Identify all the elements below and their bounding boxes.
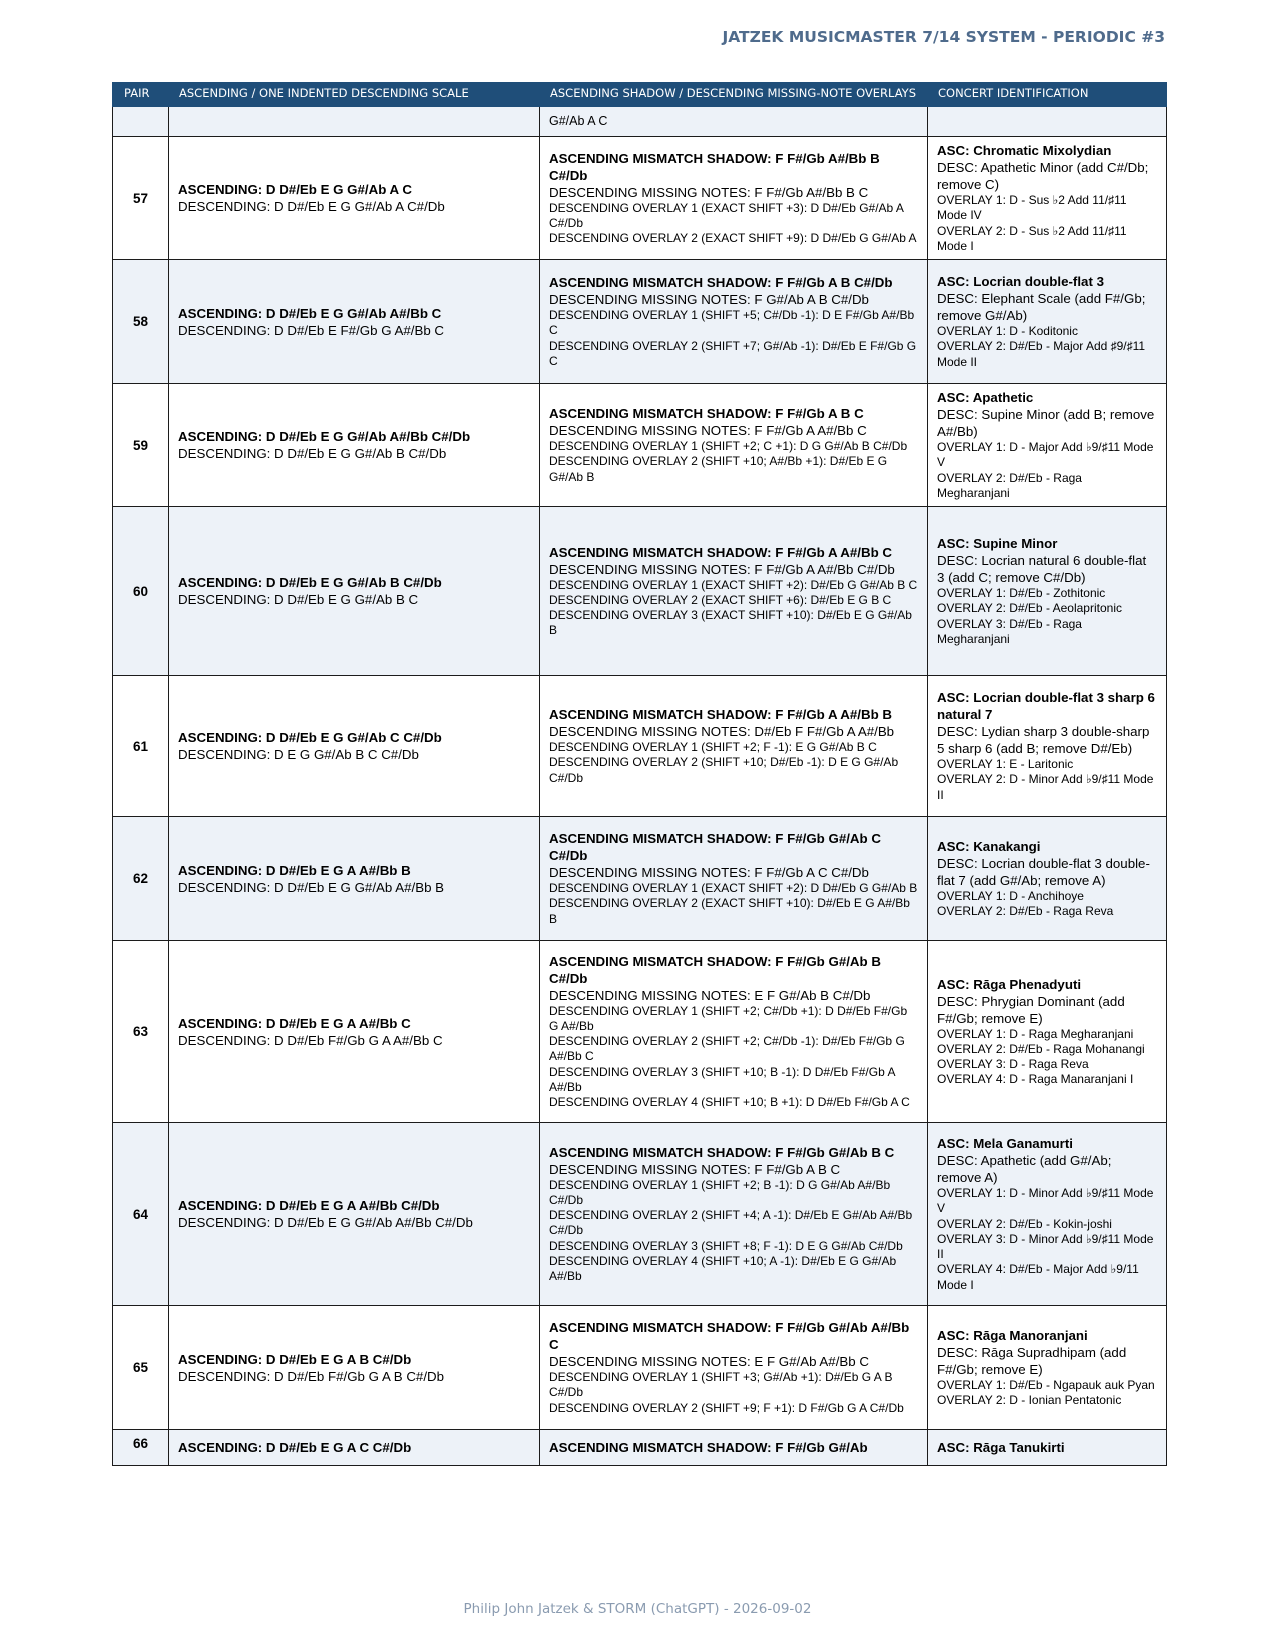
concert-identification-cell xyxy=(928,1430,1167,1466)
overlay-identification: OVERLAY 1: D - Major Add ♭9/♯11 Mode V xyxy=(937,440,1154,470)
descending-overlay: DESCENDING OVERLAY 2 (SHIFT +10; A#/Bb +1): D#/Eb E G G#/Ab B xyxy=(549,454,888,484)
descending-overlay: DESCENDING OVERLAY 3 (EXACT SHIFT +10): D#/Eb E G G#/Ab B xyxy=(549,608,912,638)
missing-notes: DESCENDING MISSING NOTES: F G#/Ab A B C#/Db xyxy=(549,292,869,308)
descending-overlay: DESCENDING OVERLAY 1 (SHIFT +2; B -1): D G G#/Ab A#/Bb C#/Db xyxy=(549,1177,891,1207)
shadow-overlay-cell xyxy=(540,137,928,260)
overlay-identification: OVERLAY 1: D - Koditonic xyxy=(937,324,1078,339)
pair-number-cell: 60 xyxy=(113,507,169,676)
scale-cell xyxy=(169,1123,540,1306)
descending-scale: DESCENDING: D E G G#/Ab B C C#/Db xyxy=(178,747,419,762)
scale-cell xyxy=(169,137,540,260)
scale-cell xyxy=(169,507,540,676)
scale-cell xyxy=(169,941,540,1123)
ascending-identification: ASC: Locrian double-flat 3 xyxy=(937,274,1104,290)
mismatch-shadow: ASCENDING MISMATCH SHADOW: F F#/Gb A B C xyxy=(549,406,864,422)
descending-overlay: DESCENDING OVERLAY 1 (SHIFT +2; F -1): E G G#/Ab B C xyxy=(549,740,877,755)
overlay-identification: OVERLAY 1: E - Laritonic xyxy=(937,757,1074,772)
descending-overlay: DESCENDING OVERLAY 2 (SHIFT +4; A -1): D#/Eb E G#/Ab A#/Bb C#/Db xyxy=(549,1208,913,1238)
missing-notes: DESCENDING MISSING NOTES: E F G#/Ab B C#/Db xyxy=(549,987,871,1003)
overlay-identification: OVERLAY 2: D#/Eb - Major Add ♯9/♯11 Mode II xyxy=(937,339,1146,369)
ascending-scale: ASCENDING: D D#/Eb E G A C C#/Db xyxy=(178,1440,412,1455)
pair-number-cell: 57 xyxy=(113,137,169,260)
overlay-identification: OVERLAY 1: D - Minor Add ♭9/♯11 Mode V xyxy=(937,1186,1154,1216)
table-body xyxy=(113,107,1167,1466)
column-header-shadow: ASCENDING SHADOW / DESCENDING MISSING-NOTE OVERLAYS xyxy=(540,83,928,107)
ascending-identification: ASC: Rāga Tanukirti xyxy=(937,1440,1065,1455)
descending-identification: DESC: Apathetic Minor (add C#/Db; remove C) xyxy=(937,160,1149,193)
missing-notes: DESCENDING MISSING NOTES: F F#/Gb A B C xyxy=(549,1161,841,1177)
descending-overlay: DESCENDING OVERLAY 1 (EXACT SHIFT +3): D D#/Eb G#/Ab A C#/Db xyxy=(549,200,904,230)
missing-notes: DESCENDING MISSING NOTES: E F G#/Ab A#/Bb C xyxy=(549,1354,869,1370)
descending-overlay: DESCENDING OVERLAY 1 (EXACT SHIFT +2): D#/Eb G G#/Ab B C xyxy=(549,577,918,592)
overlay-identification: OVERLAY 1: D - Anchihoye xyxy=(937,888,1084,903)
pair-number-cell: 64 xyxy=(113,1123,169,1306)
overlay-identification: OVERLAY 2: D - Sus ♭2 Add 11/♯11 Mode I xyxy=(937,223,1127,253)
shadow-overlay-cell xyxy=(540,1306,928,1430)
overlay-identification: OVERLAY 2: D#/Eb - Kokin-joshi xyxy=(937,1216,1112,1231)
carryover-scale-cell xyxy=(169,107,540,137)
mismatch-shadow: ASCENDING MISMATCH SHADOW: F F#/Gb A A#/Bb C xyxy=(549,544,893,560)
shadow-overlay-cell xyxy=(540,941,928,1123)
overlay-identification: OVERLAY 3: D - Minor Add ♭9/♯11 Mode II xyxy=(937,1231,1154,1262)
ascending-scale: ASCENDING: D D#/Eb E G G#/Ab C C#/Db xyxy=(178,730,442,745)
concert-identification-cell xyxy=(928,817,1167,941)
overlay-identification: OVERLAY 2: D - Minor Add ♭9/♯11 Mode II xyxy=(937,772,1154,802)
missing-notes: DESCENDING MISSING NOTES: D#/Eb F F#/Gb A A#/Bb xyxy=(549,724,895,740)
descending-overlay: DESCENDING OVERLAY 2 (EXACT SHIFT +6): D#/Eb E G B C xyxy=(549,592,892,607)
descending-overlay: DESCENDING OVERLAY 1 (EXACT SHIFT +2): D D#/Eb G G#/Ab B xyxy=(549,881,918,896)
table-row xyxy=(113,384,1167,507)
concert-identification-cell xyxy=(928,507,1167,676)
ascending-scale: ASCENDING: D D#/Eb E G A B C#/Db xyxy=(178,1351,412,1367)
mismatch-shadow: ASCENDING MISMATCH SHADOW: F F#/Gb A B C#/Db xyxy=(549,275,893,291)
mismatch-shadow: ASCENDING MISMATCH SHADOW: F F#/Gb G#/Ab B C xyxy=(549,1144,895,1160)
ascending-identification: ASC: Rāga Phenadyuti xyxy=(937,976,1082,992)
page-header-title: JATZEK MUSICMASTER 7/14 SYSTEM - PERIODIC #3 xyxy=(722,28,1165,46)
ascending-scale: ASCENDING: D D#/Eb E G A A#/Bb C xyxy=(178,1015,411,1031)
shadow-overlay-cell xyxy=(540,1123,928,1306)
shadow-overlay-cell xyxy=(540,676,928,817)
scale-cell xyxy=(169,676,540,817)
carryover-row xyxy=(113,107,1167,137)
ascending-identification: ASC: Rāga Manoranjani xyxy=(937,1327,1088,1343)
mismatch-shadow: ASCENDING MISMATCH SHADOW: F F#/Gb A A#/Bb B xyxy=(549,707,893,723)
concert-identification-cell xyxy=(928,1306,1167,1430)
scale-pairs-table xyxy=(112,82,1167,1466)
table-row xyxy=(113,676,1167,817)
descending-overlay: DESCENDING OVERLAY 2 (SHIFT +2; C#/Db -1): D#/Eb F#/Gb G A#/Bb C xyxy=(549,1034,905,1064)
ascending-scale: ASCENDING: D D#/Eb E G G#/Ab B C#/Db xyxy=(178,575,442,590)
overlay-identification: OVERLAY 1: D#/Eb - Ngapauk auk Pyan xyxy=(937,1377,1155,1392)
mismatch-shadow: ASCENDING MISMATCH SHADOW: F F#/Gb G#/Ab B C#/Db xyxy=(549,953,881,986)
descending-scale: DESCENDING: D D#/Eb E G G#/Ab A#/Bb B xyxy=(178,879,445,895)
overlay-identification: OVERLAY 2: D#/Eb - Aeolapritonic xyxy=(937,601,1122,616)
descending-overlay: DESCENDING OVERLAY 2 (SHIFT +7; G#/Ab -1): D#/Eb E F#/Gb G C xyxy=(549,338,917,368)
scale-cell xyxy=(169,260,540,384)
table-row xyxy=(113,1430,1167,1466)
descending-identification: DESC: Locrian natural 6 double-flat 3 (add C; remove C#/Db) xyxy=(937,553,1147,586)
table-row xyxy=(113,260,1167,384)
descending-overlay: DESCENDING OVERLAY 2 (SHIFT +10; D#/Eb -1): D E G G#/Ab C#/Db xyxy=(549,755,899,785)
shadow-overlay-cell xyxy=(540,507,928,676)
pair-number-cell: 61 xyxy=(113,676,169,817)
concert-identification-cell xyxy=(928,137,1167,260)
pair-number-cell: 59 xyxy=(113,384,169,507)
table-row xyxy=(113,1306,1167,1430)
overlay-identification: OVERLAY 1: D - Sus ♭2 Add 11/♯11 Mode IV xyxy=(937,193,1127,223)
overlay-identification: OVERLAY 2: D#/Eb - Raga Megharanjani xyxy=(937,470,1082,500)
descending-identification: DESC: Elephant Scale (add F#/Gb; remove G#/Ab) xyxy=(937,291,1146,324)
descending-overlay: DESCENDING OVERLAY 2 (EXACT SHIFT +9): D D#/Eb G G#/Ab A xyxy=(549,231,917,246)
carryover-concert-cell xyxy=(928,107,1167,137)
shadow-overlay-cell xyxy=(540,817,928,941)
pair-number-cell: 58 xyxy=(113,260,169,384)
descending-overlay: DESCENDING OVERLAY 4 (SHIFT +10; A -1): D#/Eb E G G#/Ab A#/Bb xyxy=(549,1253,897,1283)
descending-scale: DESCENDING: D D#/Eb F#/Gb G A A#/Bb C xyxy=(178,1032,443,1048)
table-row xyxy=(113,941,1167,1123)
ascending-identification: ASC: Apathetic xyxy=(937,390,1034,406)
scale-cell xyxy=(169,1430,540,1466)
ascending-identification: ASC: Kanakangi xyxy=(937,838,1041,854)
concert-identification-cell xyxy=(928,941,1167,1123)
shadow-overlay-cell xyxy=(540,1430,928,1466)
descending-scale: DESCENDING: D D#/Eb E G G#/Ab A C#/Db xyxy=(178,199,445,214)
missing-notes: DESCENDING MISSING NOTES: F F#/Gb A A#/Bb C#/Db xyxy=(549,561,895,577)
column-header-pair: PAIR xyxy=(113,83,169,107)
mismatch-shadow: ASCENDING MISMATCH SHADOW: F F#/Gb A#/Bb B C#/Db xyxy=(549,150,880,183)
scale-cell xyxy=(169,817,540,941)
concert-identification-cell xyxy=(928,676,1167,817)
descending-identification: DESC: Apathetic (add G#/Ab; remove A) xyxy=(937,1153,1112,1186)
descending-overlay: DESCENDING OVERLAY 1 (SHIFT +2; C +1): D G G#/Ab B C#/Db xyxy=(549,439,908,454)
overlay-identification: OVERLAY 3: D#/Eb - Raga Megharanjani xyxy=(937,616,1082,646)
ascending-scale: ASCENDING: D D#/Eb E G G#/Ab A#/Bb C#/Db xyxy=(178,429,471,444)
descending-scale: DESCENDING: D D#/Eb E G G#/Ab B C xyxy=(178,592,419,607)
missing-notes: DESCENDING MISSING NOTES: F F#/Gb A C C#/Db xyxy=(549,865,869,881)
missing-notes: DESCENDING MISSING NOTES: F F#/Gb A A#/Bb C xyxy=(549,423,867,439)
descending-overlay: DESCENDING OVERLAY 3 (SHIFT +10; B -1): D D#/Eb F#/Gb A A#/Bb xyxy=(549,1064,895,1094)
concert-identification-cell xyxy=(928,384,1167,507)
descending-identification: DESC: Phrygian Dominant (add F#/Gb; remove E) xyxy=(937,993,1125,1026)
concert-identification-cell xyxy=(928,1123,1167,1306)
ascending-scale: ASCENDING: D D#/Eb E G A A#/Bb C#/Db xyxy=(178,1198,440,1213)
ascending-identification: ASC: Mela Ganamurti xyxy=(937,1136,1073,1152)
descending-overlay: DESCENDING OVERLAY 4 (SHIFT +10; B +1): D D#/Eb F#/Gb A C xyxy=(549,1095,910,1109)
descending-identification: DESC: Supine Minor (add B; remove A#/Bb) xyxy=(937,407,1155,440)
descending-scale: DESCENDING: D D#/Eb E G G#/Ab B C#/Db xyxy=(178,446,447,461)
overlay-identification: OVERLAY 2: D#/Eb - Raga Reva xyxy=(937,904,1114,918)
shadow-overlay-cell xyxy=(540,384,928,507)
overlay-identification: OVERLAY 3: D - Raga Reva xyxy=(937,1057,1089,1071)
descending-scale: DESCENDING: D D#/Eb E F#/Gb G A#/Bb C xyxy=(178,322,445,338)
table-row xyxy=(113,507,1167,676)
descending-identification: DESC: Lydian sharp 3 double-sharp 5 sharp 6 (add B; remove D#/Eb) xyxy=(937,724,1150,757)
descending-scale: DESCENDING: D D#/Eb F#/Gb G A B C#/Db xyxy=(178,1368,445,1384)
scale-table-container xyxy=(112,82,1166,1466)
descending-overlay: DESCENDING OVERLAY 1 (SHIFT +5; C#/Db -1): D E F#/Gb A#/Bb C xyxy=(549,308,915,338)
ascending-identification: ASC: Locrian double-flat 3 sharp 6 natural 7 xyxy=(937,690,1155,723)
ascending-scale: ASCENDING: D D#/Eb E G G#/Ab A#/Bb C xyxy=(178,305,442,321)
mismatch-shadow: ASCENDING MISMATCH SHADOW: F F#/Gb G#/Ab A#/Bb C xyxy=(549,1320,910,1353)
table-row xyxy=(113,817,1167,941)
ascending-identification: ASC: Chromatic Mixolydian xyxy=(937,143,1112,159)
descending-overlay: DESCENDING OVERLAY 1 (SHIFT +2; C#/Db +1): D D#/Eb F#/Gb G A#/Bb xyxy=(549,1003,908,1033)
scale-cell xyxy=(169,384,540,507)
missing-notes: DESCENDING MISSING NOTES: F F#/Gb A#/Bb B C xyxy=(549,184,869,200)
table-row xyxy=(113,1123,1167,1306)
pair-number-cell: 66 xyxy=(113,1430,169,1466)
mismatch-shadow: ASCENDING MISMATCH SHADOW: F F#/Gb G#/Ab C C#/Db xyxy=(549,831,881,864)
carryover-shadow-cell: G#/Ab A C xyxy=(540,107,928,137)
scale-cell xyxy=(169,1306,540,1430)
table-header-row xyxy=(113,83,1167,107)
descending-identification: DESC: Rāga Supradhipam (add F#/Gb; remove E) xyxy=(937,1344,1127,1377)
table-row xyxy=(113,137,1167,260)
column-header-scale: ASCENDING / ONE INDENTED DESCENDING SCALE xyxy=(169,83,540,107)
column-header-concert-id: CONCERT IDENTIFICATION xyxy=(928,83,1167,107)
pair-number-cell: 65 xyxy=(113,1306,169,1430)
page-footer: Philip John Jatzek & STORM (ChatGPT) - 2026-09-02 xyxy=(463,1601,812,1617)
descending-overlay: DESCENDING OVERLAY 1 (SHIFT +3; G#/Ab +1): D#/Eb G A B C#/Db xyxy=(549,1370,893,1400)
pair-number-cell: 63 xyxy=(113,941,169,1123)
descending-identification: DESC: Locrian double-flat 3 double-flat 7 (add G#/Ab; remove A) xyxy=(937,855,1150,888)
overlay-identification: OVERLAY 1: D#/Eb - Zothitonic xyxy=(937,586,1106,601)
pair-number-cell: 62 xyxy=(113,817,169,941)
ascending-scale: ASCENDING: D D#/Eb E G A A#/Bb B xyxy=(178,862,411,878)
descending-overlay: DESCENDING OVERLAY 2 (SHIFT +9; F +1): D F#/Gb G A C#/Db xyxy=(549,1400,904,1415)
overlay-identification: OVERLAY 4: D - Raga Manaranjani I xyxy=(937,1072,1134,1087)
concert-identification-cell xyxy=(928,260,1167,384)
descending-overlay: DESCENDING OVERLAY 3 (SHIFT +8; F -1): D E G G#/Ab C#/Db xyxy=(549,1238,903,1253)
shadow-overlay-cell xyxy=(540,260,928,384)
ascending-scale: ASCENDING: D D#/Eb E G G#/Ab A C xyxy=(178,182,412,197)
descending-overlay: DESCENDING OVERLAY 2 (EXACT SHIFT +10): D#/Eb E G A#/Bb B xyxy=(549,896,910,926)
overlay-identification: OVERLAY 2: D - Ionian Pentatonic xyxy=(937,1393,1122,1407)
descending-scale: DESCENDING: D D#/Eb E G G#/Ab A#/Bb C#/Db xyxy=(178,1215,473,1230)
carryover-pair-cell xyxy=(113,107,169,137)
ascending-identification: ASC: Supine Minor xyxy=(937,536,1058,552)
mismatch-shadow: ASCENDING MISMATCH SHADOW: F F#/Gb G#/Ab xyxy=(549,1440,868,1455)
overlay-identification: OVERLAY 4: D#/Eb - Major Add ♭9/11 Mode I xyxy=(937,1262,1139,1292)
overlay-identification: OVERLAY 1: D - Raga Megharanjani xyxy=(937,1026,1134,1041)
overlay-identification: OVERLAY 2: D#/Eb - Raga Mohanangi xyxy=(937,1041,1145,1056)
